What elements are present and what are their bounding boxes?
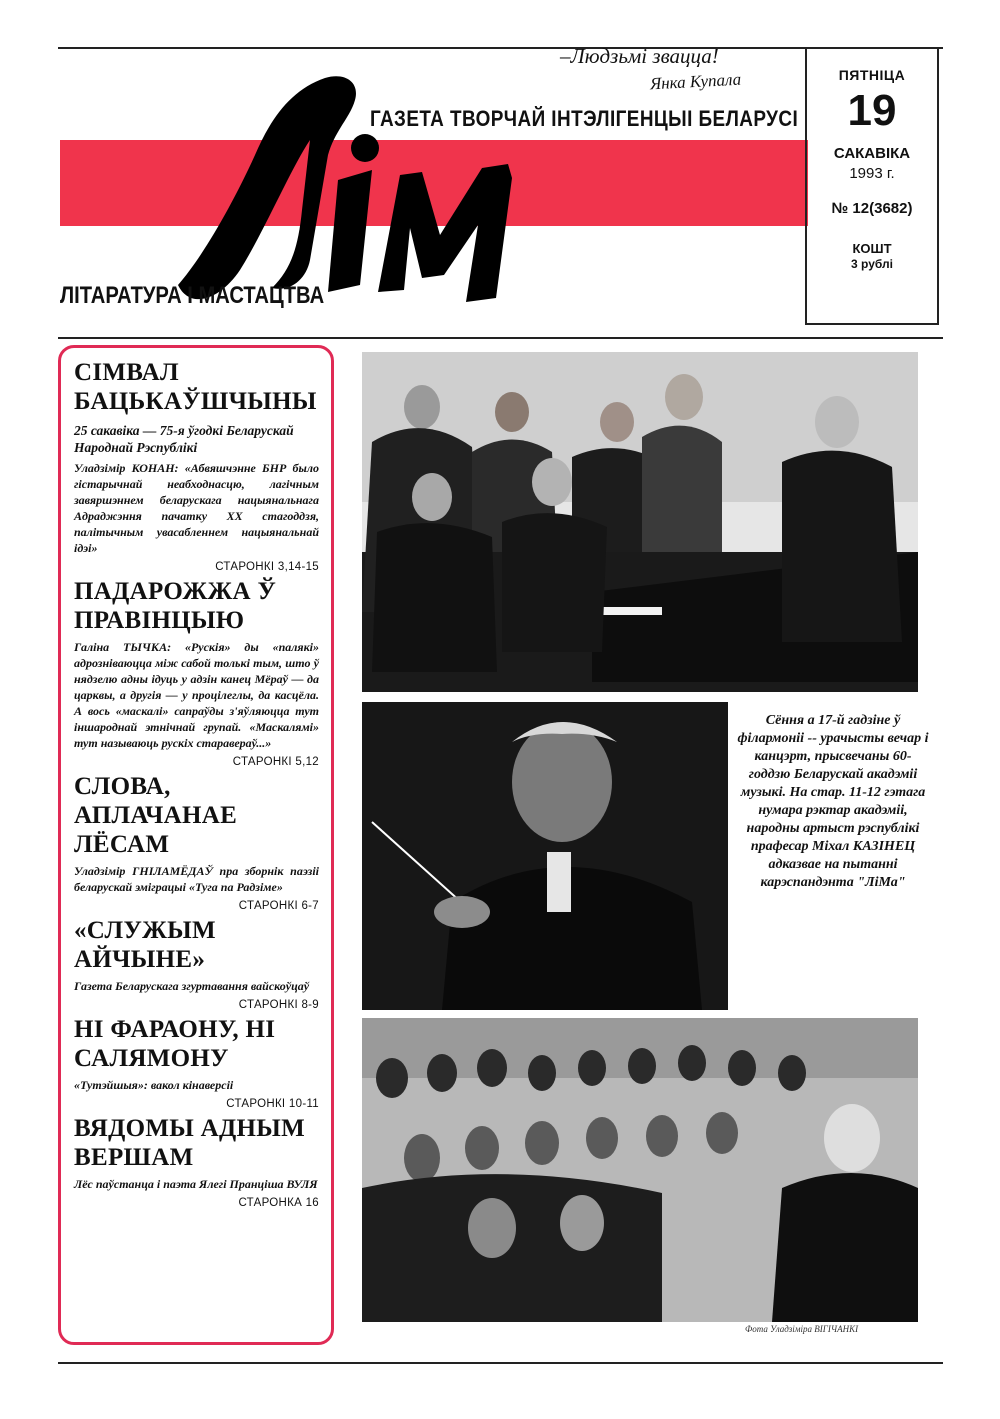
story-headline: «СЛУЖЫМ АЙЧЫНЕ»: [74, 917, 216, 973]
photo-conductor: [362, 702, 728, 1010]
story-summary: Уладзімір ГНІЛАМЁДАЎ пра зборнік паэзіі беларускай эміграцыі «Туга па Радзіме»: [74, 864, 319, 894]
story-pages: СТАРОНКІ 5,12: [232, 756, 319, 768]
issue-number: № 12(3682): [831, 200, 913, 217]
story-pages: СТАРОНКА 16: [238, 1197, 319, 1209]
story-vyadomy[interactable]: [74, 1114, 319, 1209]
story-pages: СТАРОНКІ 10-11: [226, 1098, 319, 1110]
story-headline: СЛОВА, АПЛАЧАНАЕ ЛЁСАМ: [74, 773, 238, 858]
story-summary: Галіна ТЫЧКА: «Рускія» ды «палякі» адрозніваюцца між сабой толькі тым, што ў нядзелю адны ідуць у адзін канец Мёраў — да царквы, а другія — у процілеглы, да касцёла. А вось «маскалі» сапраўды з'яўляюцца тут іншароднай этнічнай групай. «Маскалямі» тут называюць рускіх старавераў...»: [74, 640, 319, 750]
photo-caption: Сёння а 17-й гадзіне ў філармоніі -- урачысты вечар і канцэрт, прысвечаны 60-годдзю Беларускай акадэміі музыкі. На стар. 11-12 гэтага нумара рэктар акадэміі, народны артыст рэспублікі прафесар Міхал КАЗІНЕЦ адказвае на пытанні карэспандэнта "ЛіМа": [737, 713, 929, 890]
price-value: 3 рублі: [851, 257, 893, 271]
story-summary: Лёс паўстанца і паэта Ялегі Пранціша ВУЛЯ: [74, 1177, 318, 1191]
issue-weekday: ПЯТНІЦА: [838, 67, 906, 83]
story-headline: ВЯДОМЫ АДНЫМ ВЕРШАМ: [74, 1115, 305, 1171]
issue-day: 19: [847, 86, 897, 135]
photo-choir: [362, 1018, 918, 1322]
story-slova[interactable]: [74, 772, 319, 912]
story-padarozhzha[interactable]: [74, 577, 319, 768]
price-label: КОШТ: [852, 241, 892, 256]
story-pages: СТАРОНКІ 8-9: [238, 999, 319, 1011]
issue-year: 1993 г.: [849, 165, 895, 182]
motto: –Людзьмі звацца!: [560, 44, 719, 68]
story-summary: «Тутэйшыя»: вакол кінаверсіі: [74, 1078, 234, 1092]
story-summary: Газета Беларускага згуртавання вайскоўцаў: [74, 979, 310, 993]
story-headline: СІМВАЛ БАЦЬКАЎШЧЫНЫ: [74, 359, 317, 415]
story-headline: НІ ФАРАОНУ, НІ САЛЯМОНУ: [74, 1016, 276, 1072]
group-portrait-image: [362, 352, 918, 692]
story-sluzhym[interactable]: [74, 916, 319, 1011]
choir-image: [362, 1018, 918, 1322]
story-headline: ПАДАРОЖЖА Ў ПРАВІНЦЫЮ: [74, 578, 277, 634]
story-simval[interactable]: [74, 358, 319, 573]
photo-group-portrait: [362, 352, 918, 692]
issue-month: САКАВІКА: [833, 145, 911, 162]
masthead-rule: [58, 337, 943, 339]
motto-author-signature: Янка Купала: [649, 69, 742, 94]
story-summary: Уладзімір КОНАН: «Абвяшчэнне БНР было гістарычнай неабходнасцю, лагічным завяршэннем беларускага нацыянальнага Адраджэння пачатку XX стагоддзя, палітычным увасабленнем нацыянальнай ідэі»: [74, 461, 319, 555]
newspaper-subtitle: ЛІТАРАТУРА І МАСТАЦТВА: [60, 282, 325, 309]
contents-column: [58, 345, 334, 1345]
story-pages: СТАРОНКІ 3,14-15: [215, 561, 319, 573]
story-ni-faraonu[interactable]: [74, 1015, 319, 1110]
story-pages: СТАРОНКІ 6-7: [238, 900, 319, 912]
story-subheadline: 25 сакавіка — 75-я ўгодкі Беларускай Народнай Рэспублікі: [74, 423, 294, 455]
newspaper-tagline: ГАЗЕТА ТВОРЧАЙ ІНТЭЛІГЕНЦЫІ БЕЛАРУСІ: [370, 106, 799, 131]
photo-credit: Фота Уладзіміра ВІГІЧАНКІ: [745, 1324, 859, 1334]
bottom-rule: [58, 1362, 943, 1364]
issue-date-box: [805, 47, 939, 325]
conductor-image: [362, 702, 728, 1010]
